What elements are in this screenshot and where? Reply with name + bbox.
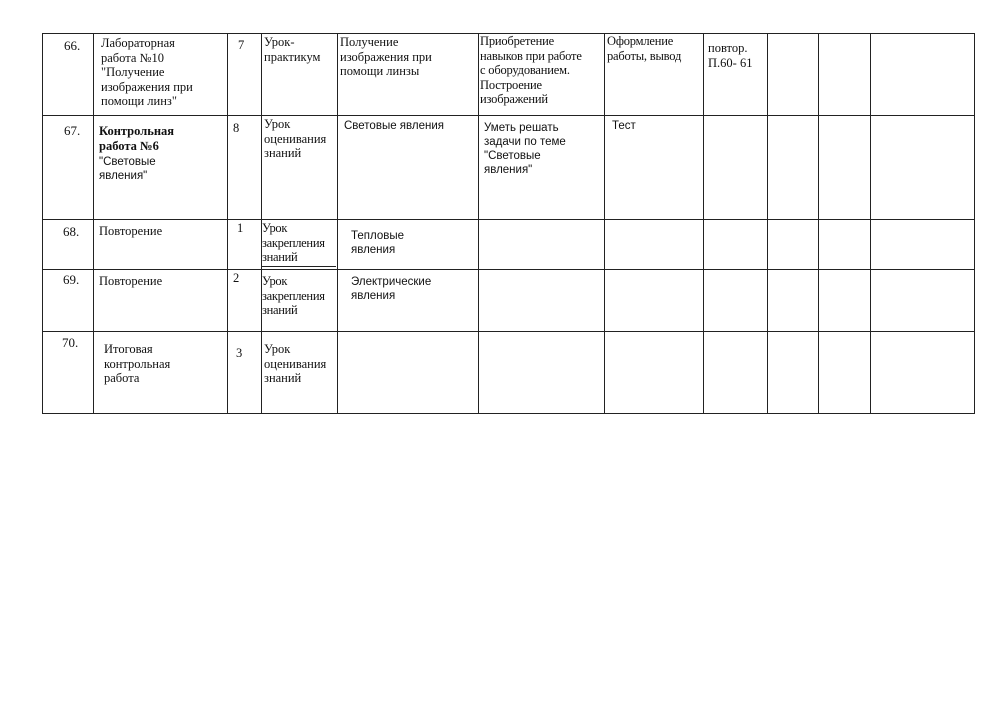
col-border-4 bbox=[337, 33, 338, 414]
row-70-topic: Итоговая контрольная работа bbox=[104, 342, 171, 385]
row-66-number: 66. bbox=[64, 38, 81, 53]
row-divider-68-69 bbox=[42, 269, 974, 270]
row-66-control: Оформление работы, вывод bbox=[607, 34, 682, 63]
row-67-number: 67. bbox=[64, 123, 81, 138]
row-66-homework: повтор. П.60- 61 bbox=[708, 41, 753, 70]
row-divider-67-68 bbox=[42, 219, 974, 220]
row-67-content: Световые явления bbox=[344, 120, 444, 132]
row-66-hours: 7 bbox=[238, 38, 245, 52]
row-68-lesson-type: Урок закрепления знаний bbox=[262, 221, 325, 264]
row-67-skills: Уметь решать задачи по теме "Световые явления" bbox=[484, 122, 566, 176]
row-divider-66-67 bbox=[42, 115, 974, 116]
row-67-topic-bold: Контрольная работа №6 bbox=[99, 124, 175, 153]
row-68-lesson-type-underline bbox=[262, 266, 336, 267]
row-68-topic: Повторение bbox=[99, 224, 163, 238]
row-67-control: Тест bbox=[612, 120, 636, 132]
row-66-content: Получение изображения при помощи линзы bbox=[340, 35, 432, 78]
row-divider-69-70 bbox=[42, 331, 974, 332]
row-69-lesson-type: Урок закрепления знаний bbox=[262, 274, 325, 317]
col-border-5 bbox=[478, 33, 479, 414]
row-69-content: Электрические явления bbox=[351, 276, 432, 302]
row-67-hours: 8 bbox=[233, 121, 240, 135]
row-68-hours: 1 bbox=[237, 221, 244, 235]
col-border-1 bbox=[93, 33, 94, 414]
row-70-lesson-type: Урок оценивания знаний bbox=[264, 342, 327, 385]
row-67-lesson-type: Урок оценивания знаний bbox=[264, 117, 327, 160]
row-68-number: 68. bbox=[63, 224, 80, 239]
col-border-6 bbox=[604, 33, 605, 414]
row-68-content: Тепловые явления bbox=[351, 230, 405, 256]
col-border-2 bbox=[227, 33, 228, 414]
col-border-9 bbox=[818, 33, 819, 414]
col-border-7 bbox=[703, 33, 704, 414]
row-69-hours: 2 bbox=[233, 271, 240, 285]
table-bottom-border bbox=[42, 413, 974, 414]
row-69-number: 69. bbox=[63, 272, 80, 287]
row-70-hours: 3 bbox=[236, 346, 243, 360]
row-70-number: 70. bbox=[62, 335, 79, 350]
row-66-lesson-type: Урок- практикум bbox=[264, 35, 321, 64]
col-border-11 bbox=[974, 33, 975, 414]
col-border-8 bbox=[767, 33, 768, 414]
row-69-topic: Повторение bbox=[99, 274, 163, 288]
row-66-topic: Лабораторная работа №10 "Получение изображения при помощи линз" bbox=[101, 36, 193, 108]
col-border-10 bbox=[870, 33, 871, 414]
row-67-topic: "Световые явления" bbox=[99, 156, 156, 182]
row-66-skills: Приобретение навыков при работе с оборудованием. Построение изображений bbox=[480, 34, 582, 106]
col-border-0 bbox=[42, 33, 43, 414]
